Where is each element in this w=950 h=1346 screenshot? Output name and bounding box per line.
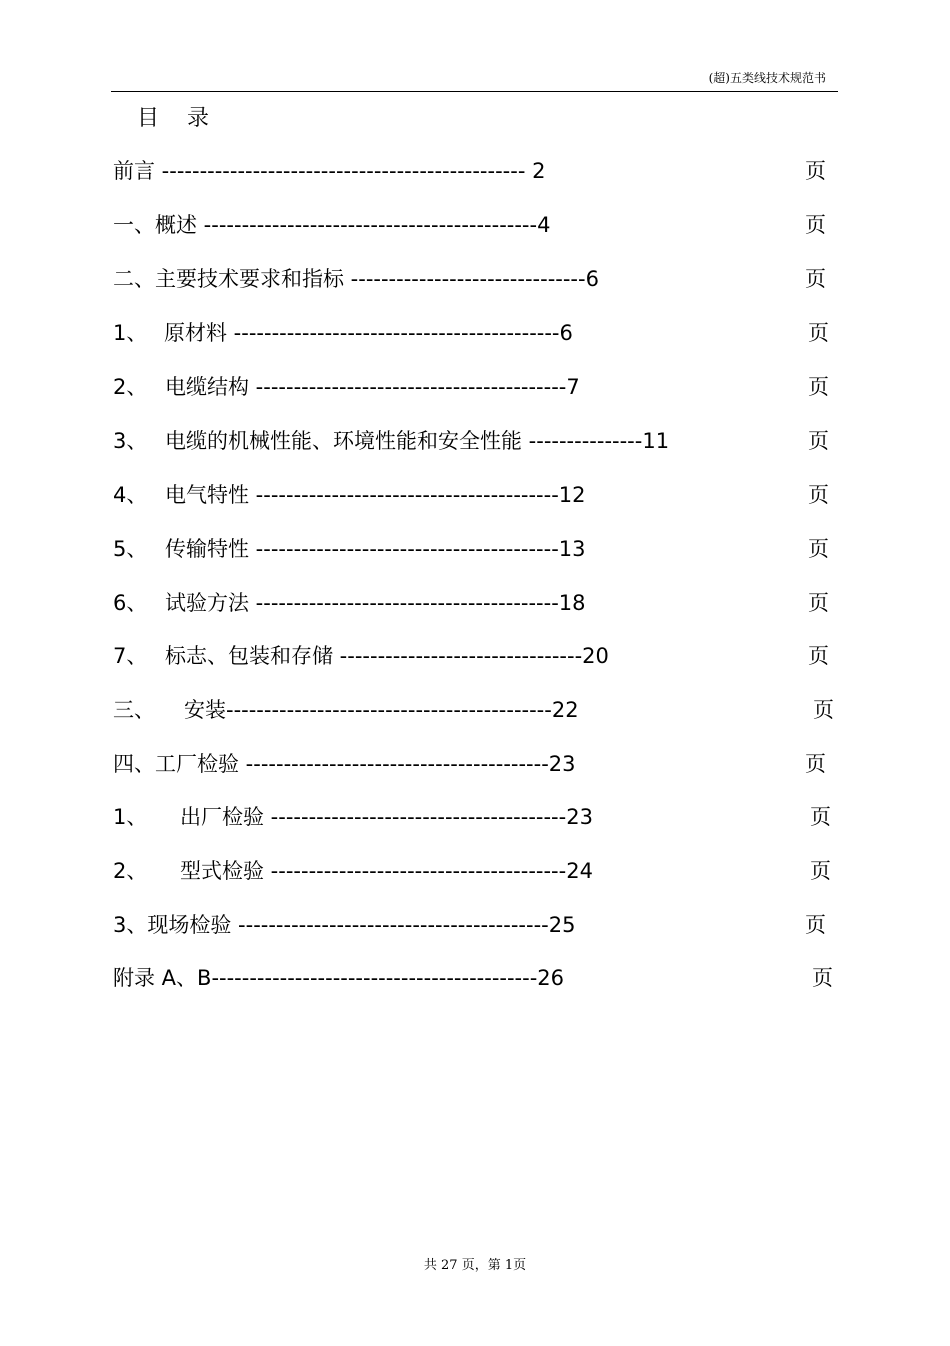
- document-header-title: (超)五类线技术规范书: [708, 71, 826, 85]
- toc-entry-number: 3、: [113, 429, 148, 453]
- toc-page-char: 页: [808, 321, 829, 345]
- toc-page-char: 页: [812, 966, 833, 990]
- toc-entry-test-methods[interactable]: [0, 588, 950, 618]
- toc-entry-label: 电缆结构 -----------------------------------------7: [165, 375, 580, 399]
- toc-entry-text: 附录 A、B-------------------------------------------26: [113, 966, 565, 990]
- toc-page-char: 页: [805, 213, 826, 237]
- toc-entry-label: 电气特性 ----------------------------------------12: [165, 483, 586, 507]
- toc-entry-number: 6、: [113, 591, 148, 615]
- toc-entry-text: 四、工厂检验 ----------------------------------------23: [113, 752, 576, 776]
- toc-entry-text: 3、现场检验 -----------------------------------------25: [113, 913, 576, 937]
- toc-title: 目 录: [137, 106, 209, 131]
- toc-entry-label: 型式检验 ---------------------------------------24: [180, 859, 593, 883]
- toc-entry-label: 电缆的机械性能、环境性能和安全性能 ---------------11: [165, 429, 670, 453]
- toc-page-char: 页: [808, 591, 829, 615]
- toc-page-char: 页: [810, 805, 831, 829]
- toc-entry-overview[interactable]: [0, 210, 950, 240]
- toc-entry-text: 一、概述 --------------------------------------------4: [113, 213, 551, 237]
- toc-page-char: 页: [805, 267, 826, 291]
- toc-page-char: 页: [813, 698, 834, 722]
- toc-entry-text: 前言 ------------------------------------------------ 2: [113, 159, 546, 183]
- toc-page-char: 页: [808, 644, 829, 668]
- header-rule: [111, 91, 838, 92]
- toc-entry-mechanical-performance[interactable]: [0, 426, 950, 456]
- toc-entry-installation[interactable]: [0, 695, 950, 725]
- toc-entry-number: 1、: [113, 321, 148, 345]
- toc-entry-preface[interactable]: [0, 156, 950, 186]
- toc-entry-number: 7、: [113, 644, 148, 668]
- toc-page-char: 页: [808, 375, 829, 399]
- toc-entry-cable-structure[interactable]: [0, 372, 950, 402]
- toc-entry-site-inspection[interactable]: [0, 910, 950, 940]
- toc-entry-label: 传输特性 ----------------------------------------13: [165, 537, 586, 561]
- toc-page-char: 页: [805, 913, 826, 937]
- toc-page-char: 页: [805, 159, 826, 183]
- toc-entry-label: 原材料 -------------------------------------------6: [164, 321, 573, 345]
- toc-entry-type-inspection[interactable]: [0, 856, 950, 886]
- toc-entry-label: 出厂检验 ---------------------------------------23: [180, 805, 593, 829]
- toc-entry-text: 二、主要技术要求和指标 -------------------------------6: [113, 267, 599, 291]
- toc-entry-appendix[interactable]: [0, 963, 950, 993]
- toc-entry-number: 2、: [113, 859, 148, 883]
- toc-entry-number: 三、: [113, 698, 155, 722]
- toc-page-char: 页: [805, 752, 826, 776]
- toc-page-char: 页: [810, 859, 831, 883]
- toc-page-char: 页: [808, 483, 829, 507]
- toc-entry-number: 5、: [113, 537, 148, 561]
- toc-page-char: 页: [808, 429, 829, 453]
- toc-entry-electrical[interactable]: [0, 480, 950, 510]
- toc-entry-label: 标志、包装和存储 --------------------------------20: [165, 644, 609, 668]
- toc-entry-transmission[interactable]: [0, 534, 950, 564]
- toc-entry-number: 1、: [113, 805, 148, 829]
- toc-entry-label: 试验方法 ----------------------------------------18: [165, 591, 586, 615]
- toc-entry-raw-materials[interactable]: [0, 318, 950, 348]
- toc-entry-factory-inspection[interactable]: [0, 749, 950, 779]
- toc-entry-label: 安装-------------------------------------------22: [184, 698, 579, 722]
- toc-page-char: 页: [808, 537, 829, 561]
- toc-entry-number: 4、: [113, 483, 148, 507]
- page-footer: 共 27 页，第 1页: [423, 1258, 527, 1273]
- toc-entry-requirements[interactable]: [0, 264, 950, 294]
- toc-entry-marking-packaging[interactable]: [0, 641, 950, 671]
- toc-entry-number: 2、: [113, 375, 148, 399]
- toc-entry-outgoing-inspection[interactable]: [0, 802, 950, 832]
